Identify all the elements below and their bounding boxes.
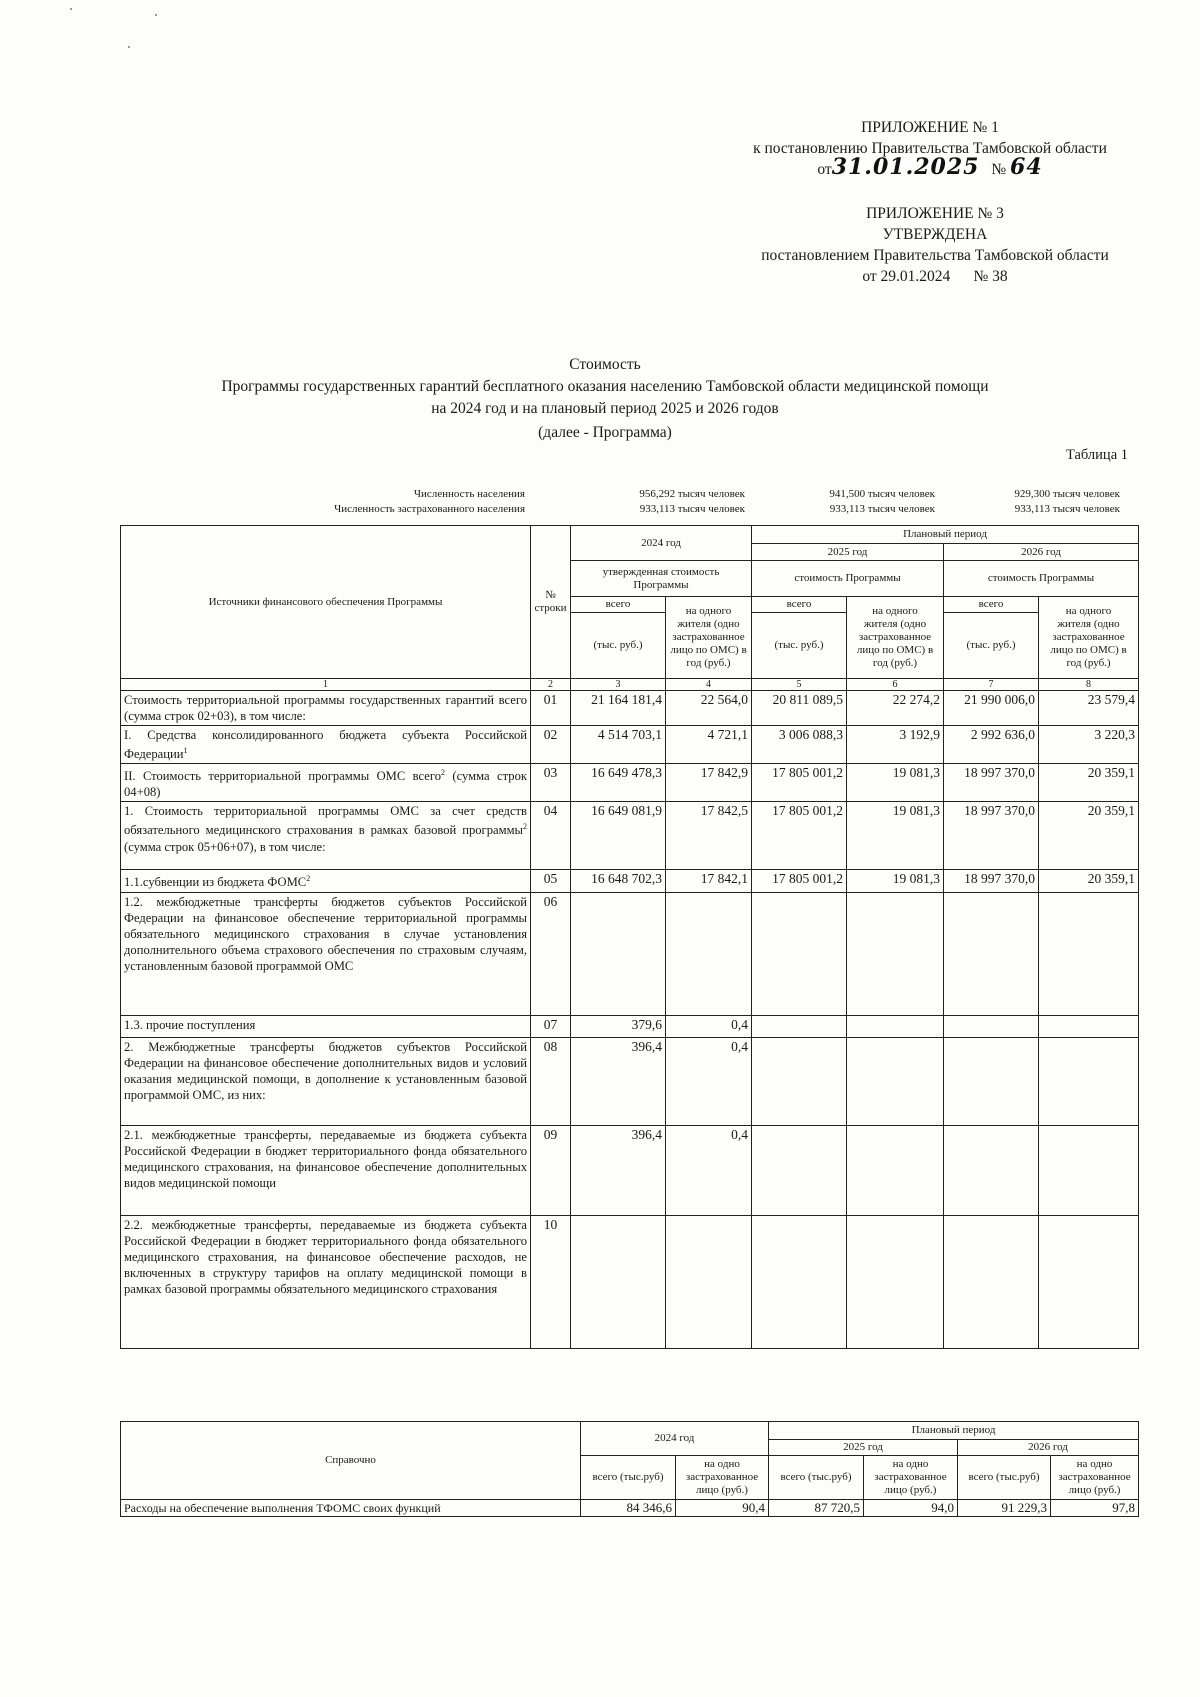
header-unit-2025: (тыс. руб.) <box>752 613 847 679</box>
row-source-text <box>121 1216 531 1349</box>
population-2026-total: 929,300 тысяч человек <box>1014 488 1120 500</box>
footnote-mark: 1 <box>183 746 188 755</box>
cell-value <box>1039 893 1139 1016</box>
reference-table <box>120 1421 1139 1517</box>
cell-value: 21 164 181,4 <box>571 691 666 726</box>
cell-value <box>666 893 752 1016</box>
population-2026 <box>935 487 1120 517</box>
header-2026: 2026 год <box>944 544 1139 561</box>
col-index: 3 <box>571 679 666 691</box>
table-row-10 <box>121 1216 1139 1349</box>
attachment-3-block <box>705 203 1165 287</box>
row-source-text <box>121 764 531 802</box>
header-per-person-2024 <box>666 597 752 679</box>
handwritten-date: 31.01.2025 <box>831 154 980 180</box>
cell-value: 22 564,0 <box>666 691 752 726</box>
cell-value: 20 811 089,5 <box>752 691 847 726</box>
cell-value <box>752 1038 847 1126</box>
attachment-1-block <box>695 117 1165 180</box>
footnote-mark: 2 <box>306 874 311 884</box>
col-index: 4 <box>666 679 752 691</box>
cell-value: 3 220,3 <box>1039 726 1139 764</box>
document-title <box>120 354 1090 444</box>
row-text-continued: (сумма строк 05+06+07), в том числе: <box>124 839 326 854</box>
table-row-06 <box>121 893 1139 1016</box>
ref-header-per-insured-2024: на одно застрахованное лицо (руб.) <box>676 1456 769 1500</box>
header-2025: 2025 год <box>752 544 944 561</box>
cell-value: 18 997 370,0 <box>944 764 1039 802</box>
table-row-07 <box>121 1016 1139 1038</box>
ref-header-per-insured-2025: на одно застрахованное лицо (руб.) <box>864 1456 958 1500</box>
table-row-04 <box>121 802 1139 870</box>
ref-header-planned: Плановый период <box>769 1422 1139 1440</box>
cell-value <box>944 1126 1039 1216</box>
cell-value: 17 842,1 <box>666 870 752 893</box>
row-text: II. Стоимость территориальной программы ОМС всего <box>124 769 442 784</box>
cell-value <box>1039 1038 1139 1126</box>
table-label: Таблица 1 <box>1065 447 1128 463</box>
cell-value <box>944 1038 1039 1126</box>
cell-value <box>1039 1126 1139 1216</box>
cell-value: 0,4 <box>666 1038 752 1126</box>
cell-value: 17 842,5 <box>666 802 752 870</box>
population-2025-total: 941,500 тысяч человек <box>829 488 935 500</box>
handwritten-number: 64 <box>1010 154 1043 180</box>
cell-value <box>571 893 666 1016</box>
row-number: 07 <box>531 1016 571 1038</box>
title-line-2: Программы государственных гарантий бесплатного оказания населению Тамбовской области медицинской помощи <box>221 378 989 395</box>
col-index: 6 <box>847 679 944 691</box>
population-2026-insured: 933,113 тысяч человек <box>1014 503 1120 515</box>
per-person-top: на одного <box>872 605 918 617</box>
row-number: 02 <box>531 726 571 764</box>
population-2025-insured: 933,113 тысяч человек <box>829 503 935 515</box>
cell-value: 17 842,9 <box>666 764 752 802</box>
header-planned-period: Плановый период <box>752 526 1139 544</box>
cell-value <box>847 1216 944 1349</box>
row-text: 2.2. межбюджетные трансферты, передаваемые из бюджета субъекта Российской Федерации в бюджет территориального фонда обязательного медицинского страхования, на финансовое обеспечение расходов, не включенных в структуру тарифов на оплату медицинской помощи в рамках базовой программы обязательного медицинского страхования <box>124 1218 527 1297</box>
row-number: 01 <box>531 691 571 726</box>
cell-value: 4 514 703,1 <box>571 726 666 764</box>
attachment-1-date-line <box>695 154 1165 180</box>
cell-value: 19 081,3 <box>847 802 944 870</box>
cell-value <box>666 1216 752 1349</box>
ref-value: 97,8 <box>1051 1500 1139 1517</box>
title-line-1: Стоимость <box>569 356 641 373</box>
per-person-rest: жителя (одно застрахованное лицо по ОМС) в год (руб.) <box>1050 618 1127 669</box>
cell-value: 17 805 001,2 <box>752 764 847 802</box>
cell-value: 396,4 <box>571 1126 666 1216</box>
row-source-text <box>121 1016 531 1038</box>
table-row-03 <box>121 764 1139 802</box>
row-number: 08 <box>531 1038 571 1126</box>
col-index: 5 <box>752 679 847 691</box>
row-number: 06 <box>531 893 571 1016</box>
col-index: 8 <box>1039 679 1139 691</box>
cell-value <box>944 893 1039 1016</box>
cell-value <box>752 1016 847 1038</box>
row-number: 09 <box>531 1126 571 1216</box>
ref-value: 84 346,6 <box>581 1500 676 1517</box>
header-per-person-2026 <box>1039 597 1139 679</box>
col-index: 7 <box>944 679 1039 691</box>
cell-value: 379,6 <box>571 1016 666 1038</box>
col-index: 2 <box>531 679 571 691</box>
number-prefix: № <box>991 161 1007 178</box>
table-row-05 <box>121 870 1139 893</box>
scan-speck <box>155 14 157 16</box>
cell-value: 23 579,4 <box>1039 691 1139 726</box>
cell-value: 16 648 702,3 <box>571 870 666 893</box>
approved-label: УТВЕРЖДЕНА <box>882 226 988 243</box>
header-unit-2026: (тыс. руб.) <box>944 613 1039 679</box>
row-source-text <box>121 893 531 1016</box>
row-text: 1. Стоимость территориальной программы ОМС за счет средств обязательного медицинского страхования в рамках базовой программы <box>124 804 527 838</box>
ref-header-total-2025: всего (тыс.руб) <box>769 1456 864 1500</box>
cell-value: 0,4 <box>666 1016 752 1038</box>
cell-value <box>1039 1216 1139 1349</box>
row-text: 2.1. межбюджетные трансферты, передаваемые из бюджета субъекта Российской Федерации в бюджет территориального фонда обязательного медицинского страхования, на финансовое обеспечение дополнительных видов медицинской помощи <box>124 1128 527 1191</box>
date-prefix: от <box>817 161 832 178</box>
row-text: 1.1.субвенции из бюджета ФОМС <box>124 875 307 890</box>
table-row-01 <box>121 691 1139 726</box>
cell-value: 20 359,1 <box>1039 802 1139 870</box>
cell-value: 20 359,1 <box>1039 764 1139 802</box>
cell-value <box>847 1016 944 1038</box>
population-insured-label: Численность застрахованного населения <box>334 503 525 515</box>
ref-row-label: Расходы на обеспечение выполнения ТФОМС своих функций <box>121 1500 581 1517</box>
cell-value <box>847 893 944 1016</box>
ref-header-total-2024: всего (тыс.руб) <box>581 1456 676 1500</box>
population-2024-total: 956,292 тысяч человек <box>639 488 745 500</box>
cell-value: 16 649 478,3 <box>571 764 666 802</box>
header-sources: Источники финансового обеспечения Программы <box>121 526 531 679</box>
attachment-1-decree-line: к постановлению Правительства Тамбовской области <box>753 140 1107 157</box>
header-total-2024: всего <box>571 597 666 613</box>
row-number: 10 <box>531 1216 571 1349</box>
row-text: 1.3. прочие поступления <box>124 1018 256 1033</box>
column-index-row <box>121 679 1139 691</box>
row-number: 04 <box>531 802 571 870</box>
row-text-continued: (сумма строк 04+08) <box>124 769 527 800</box>
ref-value: 91 229,3 <box>958 1500 1051 1517</box>
col-index: 1 <box>121 679 531 691</box>
ref-header-2025: 2025 год <box>769 1440 958 1456</box>
ref-header-per-insured-2026: на одно застрахованное лицо (руб.) <box>1051 1456 1139 1500</box>
ref-header-2024: 2024 год <box>581 1422 769 1456</box>
cell-value: 396,4 <box>571 1038 666 1126</box>
row-text: 2. Межбюджетные трансферты бюджетов субъектов Российской Федерации на финансовое обеспечение дополнительных видов и условий оказания медицинской помощи, в дополнение к установленным базовой программой ОМС, из них: <box>124 1040 527 1103</box>
ref-value: 94,0 <box>864 1500 958 1517</box>
cell-value <box>571 1216 666 1349</box>
per-person-top: на одного <box>1065 605 1112 617</box>
row-text: 1.2. межбюджетные трансферты бюджетов субъектов Российской Федерации на финансовое обеспечение территориальной программы обязательного медицинского страхования в случае установления дополнительного объема страхового обеспечения по страховым случаям, установленным базовой программой ОМС <box>124 895 527 974</box>
ref-row-tfoms-expenses <box>121 1500 1139 1517</box>
row-source-text <box>121 1038 531 1126</box>
cell-value: 17 805 001,2 <box>752 870 847 893</box>
cell-value: 21 990 006,0 <box>944 691 1039 726</box>
per-person-rest: жителя (одно застрахованное лицо по ОМС) в год (руб.) <box>856 618 934 669</box>
header-total-2025: всего <box>752 597 847 613</box>
ref-header-2026: 2026 год <box>958 1440 1139 1456</box>
scan-speck <box>70 8 72 10</box>
header-total-2026: всего <box>944 597 1039 613</box>
header-cost-2025: стоимость Программы <box>752 561 944 597</box>
cell-value: 19 081,3 <box>847 870 944 893</box>
row-number: 03 <box>531 764 571 802</box>
population-2024 <box>560 487 745 517</box>
cell-value <box>944 1016 1039 1038</box>
title-line-4: (далее - Программа) <box>538 424 672 441</box>
header-row-number: № строки <box>531 526 571 679</box>
cell-value: 2 992 636,0 <box>944 726 1039 764</box>
attachment-3-date-line: от 29.01.2024 № 38 <box>862 268 1008 285</box>
population-2024-insured: 933,113 тысяч человек <box>639 503 745 515</box>
row-source-text <box>121 1126 531 1216</box>
attachment-1-title: ПРИЛОЖЕНИЕ № 1 <box>861 119 999 136</box>
row-text: Стоимость территориальной программы государственных гарантий всего (сумма строк 02+03), в том числе: <box>124 693 527 723</box>
population-2025 <box>750 487 935 517</box>
cell-value <box>752 1126 847 1216</box>
cell-value <box>1039 1016 1139 1038</box>
cell-value <box>752 893 847 1016</box>
footnote-mark: 2 <box>441 768 446 778</box>
row-text: I. Средства консолидированного бюджета субъекта Российской Федерации <box>124 728 527 762</box>
program-cost-table <box>120 525 1139 1349</box>
table-row-02 <box>121 726 1139 764</box>
ref-value: 87 720,5 <box>769 1500 864 1517</box>
header-2024: 2024 год <box>571 526 752 561</box>
cell-value: 0,4 <box>666 1126 752 1216</box>
cell-value <box>847 1038 944 1126</box>
cell-value: 17 805 001,2 <box>752 802 847 870</box>
cell-value: 20 359,1 <box>1039 870 1139 893</box>
per-person-rest: жителя (одно застрахованное лицо по ОМС) в год (руб.) <box>670 618 747 669</box>
ref-header-total-2026: всего (тыс.руб) <box>958 1456 1051 1500</box>
cell-value: 3 192,9 <box>847 726 944 764</box>
attachment-3-decree-line: постановлением Правительства Тамбовской области <box>761 247 1109 264</box>
population-labels <box>200 487 525 517</box>
header-unit-2024: (тыс. руб.) <box>571 613 666 679</box>
table-row-08 <box>121 1038 1139 1126</box>
cell-value: 16 649 081,9 <box>571 802 666 870</box>
row-source-text <box>121 870 531 893</box>
header-cost-2026: стоимость Программы <box>944 561 1139 597</box>
cell-value: 19 081,3 <box>847 764 944 802</box>
cell-value <box>847 1126 944 1216</box>
row-source-text <box>121 802 531 870</box>
scan-speck <box>128 46 130 48</box>
cell-value <box>752 1216 847 1349</box>
cell-value: 22 274,2 <box>847 691 944 726</box>
per-person-top: на одного <box>685 605 732 617</box>
cell-value <box>944 1216 1039 1349</box>
ref-value: 90,4 <box>676 1500 769 1517</box>
attachment-3-title: ПРИЛОЖЕНИЕ № 3 <box>866 205 1004 222</box>
cell-value: 4 721,1 <box>666 726 752 764</box>
ref-header-label: Справочно <box>121 1422 581 1500</box>
row-number: 05 <box>531 870 571 893</box>
population-total-label: Численность населения <box>413 488 525 500</box>
row-source-text <box>121 691 531 726</box>
footnote-mark: 2 <box>523 822 527 832</box>
header-approved-cost: утвержденная стоимость Программы <box>571 561 752 597</box>
cell-value: 18 997 370,0 <box>944 870 1039 893</box>
title-line-3: на 2024 год и на плановый период 2025 и 2026 годов <box>431 400 779 417</box>
table-row-09 <box>121 1126 1139 1216</box>
cell-value: 18 997 370,0 <box>944 802 1039 870</box>
cell-value: 3 006 088,3 <box>752 726 847 764</box>
header-per-person-2025 <box>847 597 944 679</box>
row-source-text <box>121 726 531 764</box>
